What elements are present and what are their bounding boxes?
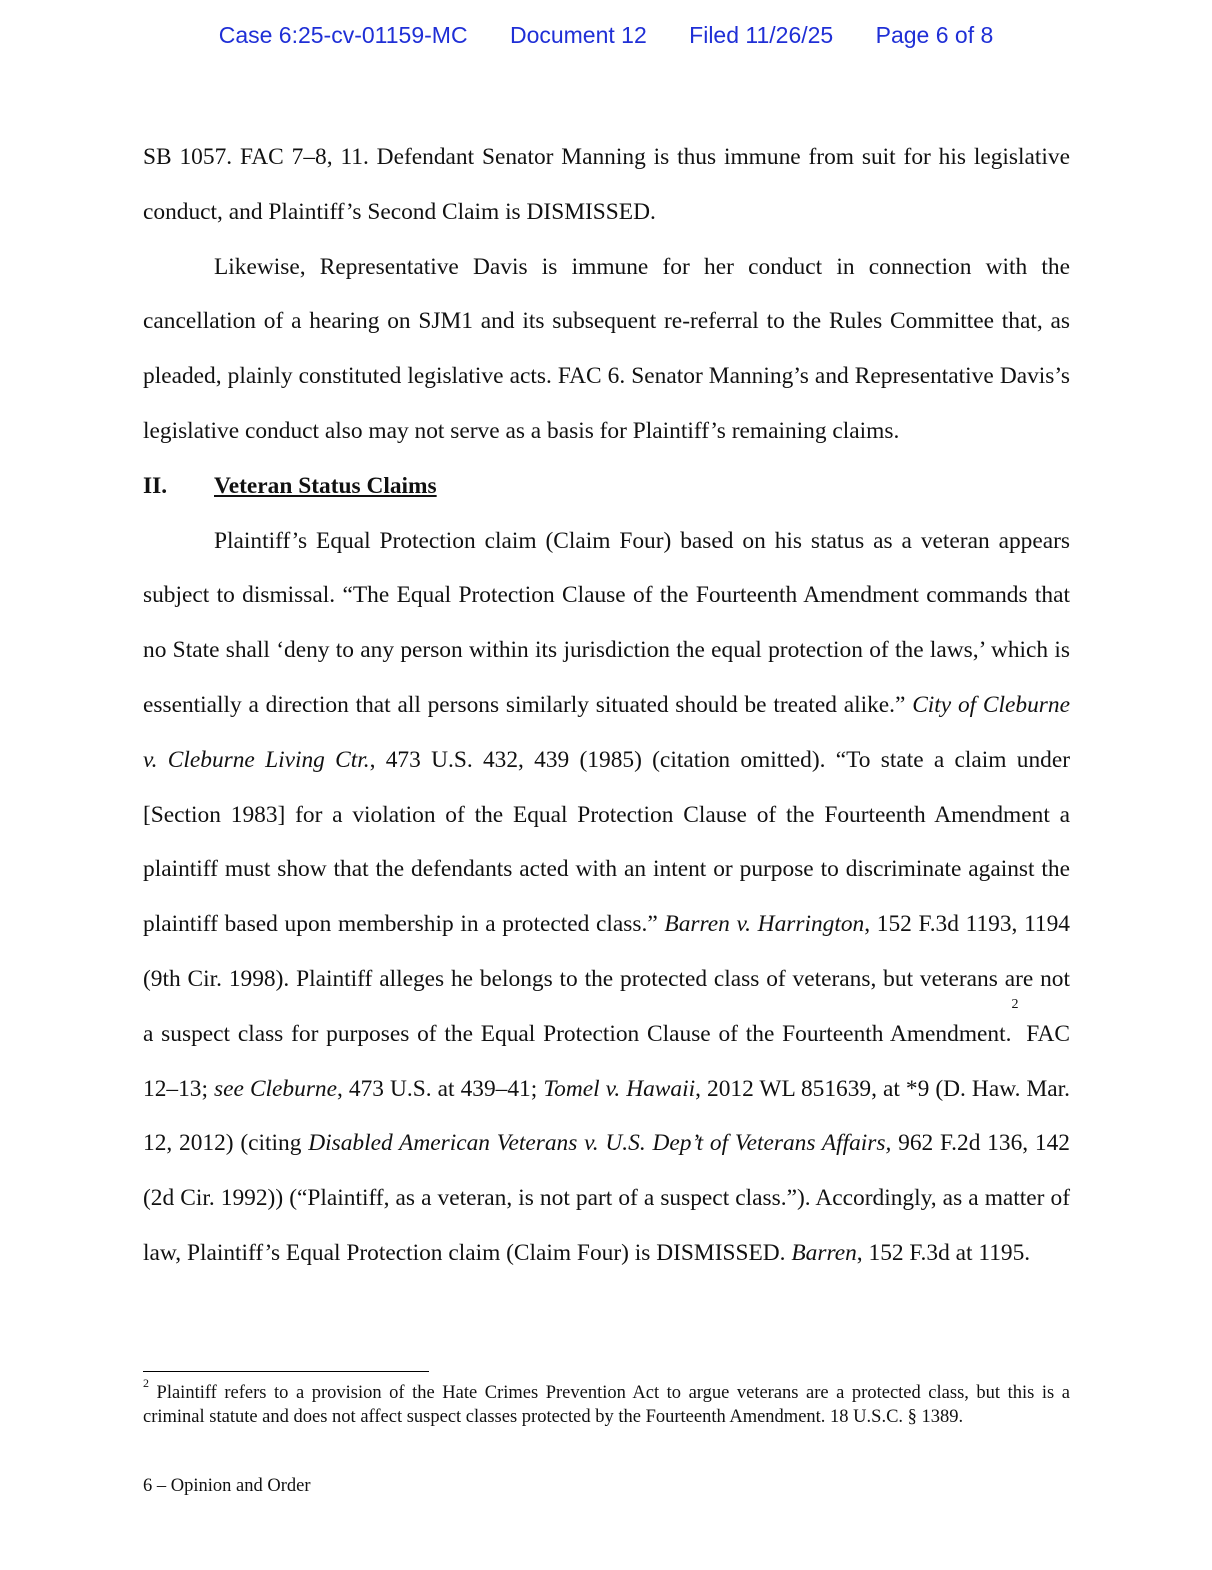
case-citation: see Cleburne (214, 1075, 337, 1102)
paragraph-veteran-status: Plaintiff’s Equal Protection claim (Claim Four) based on his status as a veteran appears subject to dismissal. “The Equal Protection Clause of the Fourteenth Amendment commands that no State shall ‘deny to any person within its jurisdiction the equal protection of the laws,’ which is essentially a direction that all persons similarly situated should be treated alike.” City of Cleburne v. Cleburne Living Ctr., 473 U.S. 432, 439 (1985) (citation omitted). “To state a claim under [Section 1983] for a violation of the Equal Protection Clause of the Fourteenth Amendment a plaintiff must show that the defendants acted with an intent or purpose to discriminate against the plaintiff based upon membership in a protected class.” Barren v. Harrington, 152 F.3d 1193, 1194 (9th Cir. 1998). Plaintiff alleges he belongs to the protected class of veterans, but veterans are not a suspect class for purposes of the Equal Protection Clause of the Fourteenth Amendment.$^2$ FAC 12–13; see Cleburne, 473 U.S. at 439–41; Tomel v. Hawaii, 2012 WL 851639, at *9 (D. Haw. Mar. 12, 2012) (citing Disabled American Veterans v. U.S. Dep’t of Veterans Affairs, 962 F.2d 136, 142 (2d Cir. 1992)) (“Plaintiff, as a veteran, is not part of a suspect class.”). Accordingly, as a matter of law, Plaintiff’s Equal Protection claim (Claim Four) is DISMISSED. Barren, 152 F.3d at 1195. (143, 527, 1071, 1266)
case-citation: City of Cleburne v. Cleburne Living Ctr. (143, 691, 1070, 773)
paragraph-legislative-immunity-davis: Likewise, Representative Davis is immune for her conduct in connection with the cancellation of a hearing on SJM1 and its subsequent re-referral to the Rules Committee that, as pleaded, plainly constituted legislative acts. FAC 6. Senator Manning’s and Representative Davis’s legislative conduct also may not serve as a basis for Plaintiff’s remaining claims. (143, 253, 1070, 444)
case-citation: Tomel v. Hawaii (543, 1075, 696, 1102)
opinion-body (143, 130, 1070, 1281)
section-number: II. (143, 472, 168, 499)
section-title: Veteran Status Claims (214, 472, 437, 499)
footnote-text: Plaintiff refers to a provision of the Hate Crimes Prevention Act to argue veterans are a protected class, but this is a criminal statute and does not affect suspect classes protected by the Fourteenth Amendment. 18 U.S.C. § 1389. (143, 1383, 1070, 1427)
case-number: Case 6:25-cv-01159-MC (218, 22, 468, 48)
footnote (143, 1376, 1070, 1429)
footnote-divider (143, 1371, 429, 1372)
case-citation: Barren v. Harrington (664, 911, 865, 938)
section-heading (143, 459, 1070, 514)
case-citation: Barren (791, 1239, 857, 1266)
filed-date: Filed 11/26/25 (689, 22, 834, 48)
footnote-marker: 2 (143, 1376, 149, 1390)
footnote-reference: 2 (1011, 996, 1019, 1012)
page-footer: 6 – Opinion and Order (143, 1476, 311, 1496)
case-header (0, 22, 1212, 49)
paragraph-legislative-immunity-manning: SB 1057. FAC 7–8, 11. Defendant Senator Manning is thus immune from suit for his legislative conduct, and Plaintiff’s Second Claim is DISMISSED. (143, 144, 1070, 225)
document-number: Document 12 (509, 22, 647, 48)
page-indicator: Page 6 of 8 (875, 22, 994, 48)
case-citation: Disabled American Veterans v. U.S. Dep’t of Veterans Affairs, (308, 1130, 892, 1157)
